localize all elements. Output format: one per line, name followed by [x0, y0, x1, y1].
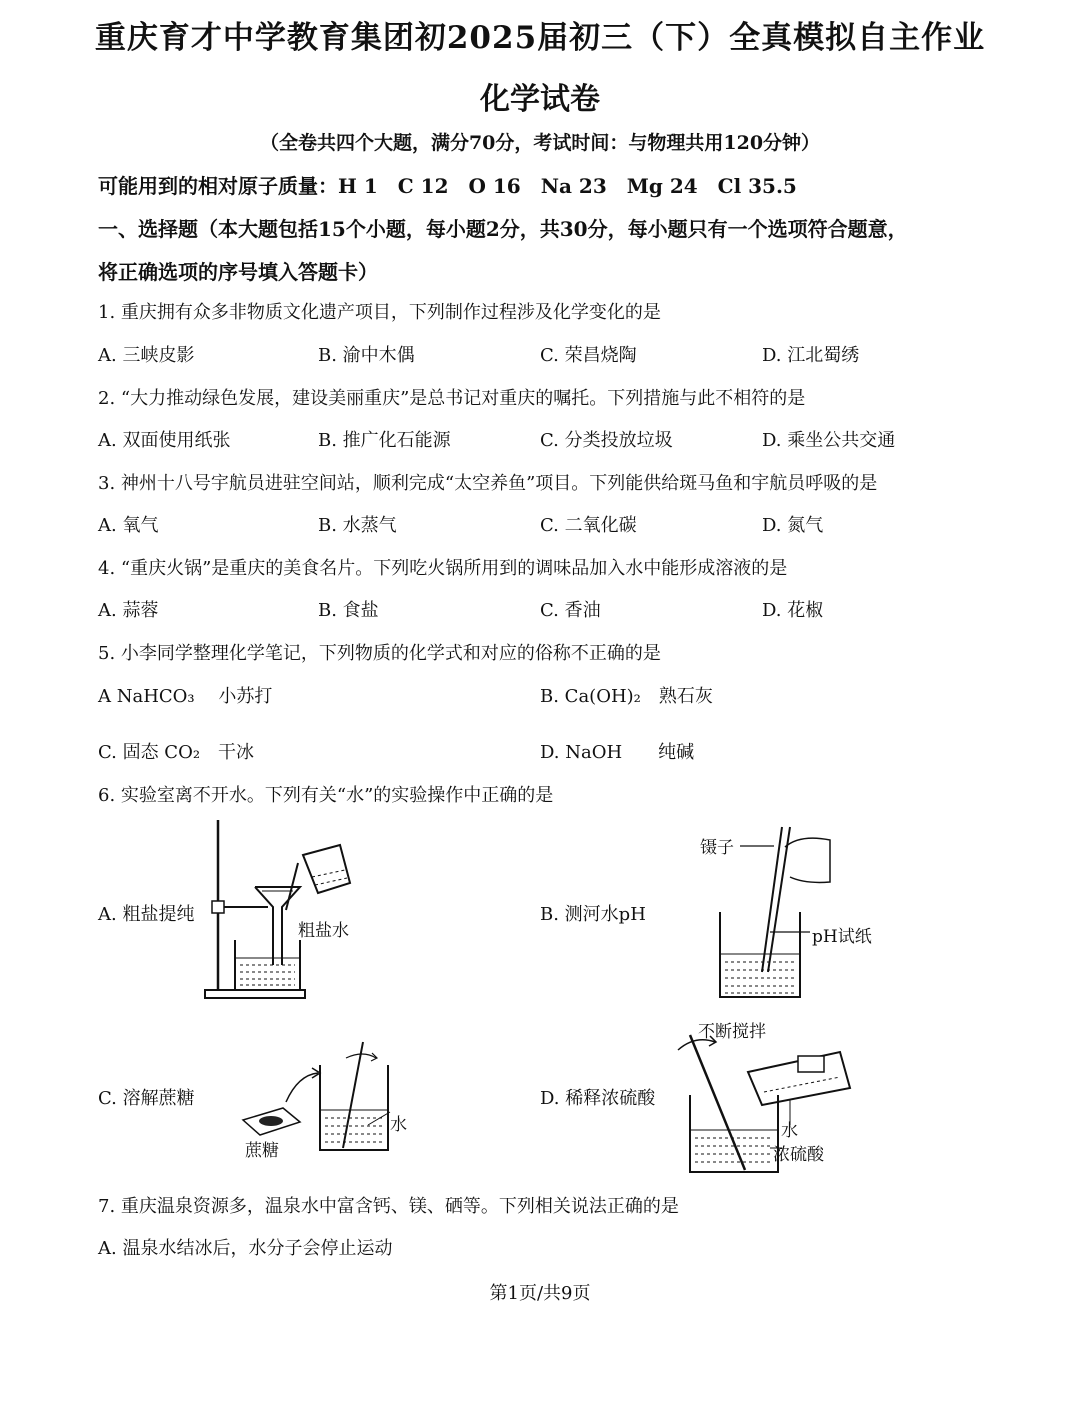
question-4-stem: 4. “重庆火锅”是重庆的美食名片。下列吃火锅所用到的调味品加入水中能形成溶液的是: [98, 558, 788, 579]
atomic-masses: 可能用到的相对原子质量：H 1 C 12 O 16 Na 23 Mg 24 Cl 35.5: [98, 174, 797, 198]
q7-option-a: A. 温泉水结冰后，水分子会停止运动: [98, 1238, 393, 1259]
q2-option-c: C. 分类投放垃圾: [540, 430, 673, 451]
label-crude-salt-water: 粗盐水: [298, 921, 349, 941]
section-heading-line1: 一、选择题（本大题包括15个小题，每小题2分，共30分，每小题只有一个选项符合题意，: [98, 217, 908, 241]
page-title: 重庆育才中学教育集团初2025届初三（下）全真模拟自主作业: [94, 20, 986, 56]
q5-option-b: B. Ca(OH)₂ 熟石灰: [540, 686, 713, 707]
question-5-stem: 5. 小李同学整理化学笔记，下列物质的化学式和对应的俗称不正确的是: [98, 643, 661, 664]
q1-option-a: A. 三峡皮影: [98, 345, 195, 366]
q5-option-c: C. 固态 CO₂ 干冰: [98, 742, 255, 763]
question-7-stem: 7. 重庆温泉资源多，温泉水中富含钙、镁、硒等。下列相关说法正确的是: [98, 1196, 679, 1217]
label-conc-acid: 浓硫酸: [773, 1145, 824, 1165]
q1-option-c: C. 荣昌烧陶: [540, 345, 637, 366]
q1-option-d: D. 江北蜀绣: [762, 345, 860, 366]
label-water-d: 水: [781, 1121, 798, 1141]
filtration-apparatus-figure: [200, 815, 370, 1005]
question-3-stem: 3. 神州十八号宇航员进驻空间站，顺利完成“太空养鱼”项目。下列能供给斑马鱼和宇航员呼吸的是: [98, 473, 878, 494]
page-number: 第1页/共9页: [489, 1283, 591, 1304]
question-2-stem: 2. “大力推动绿色发展，建设美丽重庆”是总书记对重庆的嘱托。下列措施与此不相符的是: [98, 388, 806, 409]
q5-option-a: A NaHCO₃ 小苏打: [98, 686, 273, 707]
q4-option-a: A. 蒜蓉: [98, 600, 159, 621]
q4-option-d: D. 花椒: [762, 600, 824, 621]
q4-option-b: B. 食盐: [318, 600, 379, 621]
label-water-c: 水: [390, 1115, 407, 1135]
q3-option-c: C. 二氧化碳: [540, 515, 637, 536]
q6-option-a: A. 粗盐提纯: [98, 904, 195, 925]
q5-option-d: D. NaOH 纯碱: [540, 742, 695, 763]
q2-option-d: D. 乘坐公共交通: [762, 430, 896, 451]
q1-option-b: B. 渝中木偶: [318, 345, 415, 366]
question-1-stem: 1. 重庆拥有众多非物质文化遗产项目，下列制作过程涉及化学变化的是: [98, 302, 661, 323]
q2-option-b: B. 推广化石能源: [318, 430, 451, 451]
section-heading-line2: 将正确选项的序号填入答题卡）: [98, 260, 378, 284]
q6-option-b: B. 测河水pH: [540, 904, 646, 925]
q3-option-b: B. 水蒸气: [318, 515, 397, 536]
dilute-acid-figure: [660, 1030, 860, 1180]
label-tweezers: 镊子: [700, 838, 734, 858]
exam-info: （全卷共四个大题，满分70分，考试时间：与物理共用120分钟）: [259, 132, 821, 154]
question-6-stem: 6. 实验室离不开水。下列有关“水”的实验操作中正确的是: [98, 785, 554, 806]
exam-subject: 化学试卷: [480, 82, 600, 117]
q6-option-d: D. 稀释浓硫酸: [540, 1088, 656, 1109]
q2-option-a: A. 双面使用纸张: [98, 430, 231, 451]
label-sugar: 蔗糖: [245, 1141, 279, 1161]
label-stir: 不断搅拌: [698, 1022, 766, 1042]
q6-option-c: C. 溶解蔗糖: [98, 1088, 195, 1109]
label-ph-paper: pH试纸: [812, 927, 872, 947]
q3-option-d: D. 氮气: [762, 515, 824, 536]
q3-option-a: A. 氧气: [98, 515, 159, 536]
q4-option-c: C. 香油: [540, 600, 601, 621]
